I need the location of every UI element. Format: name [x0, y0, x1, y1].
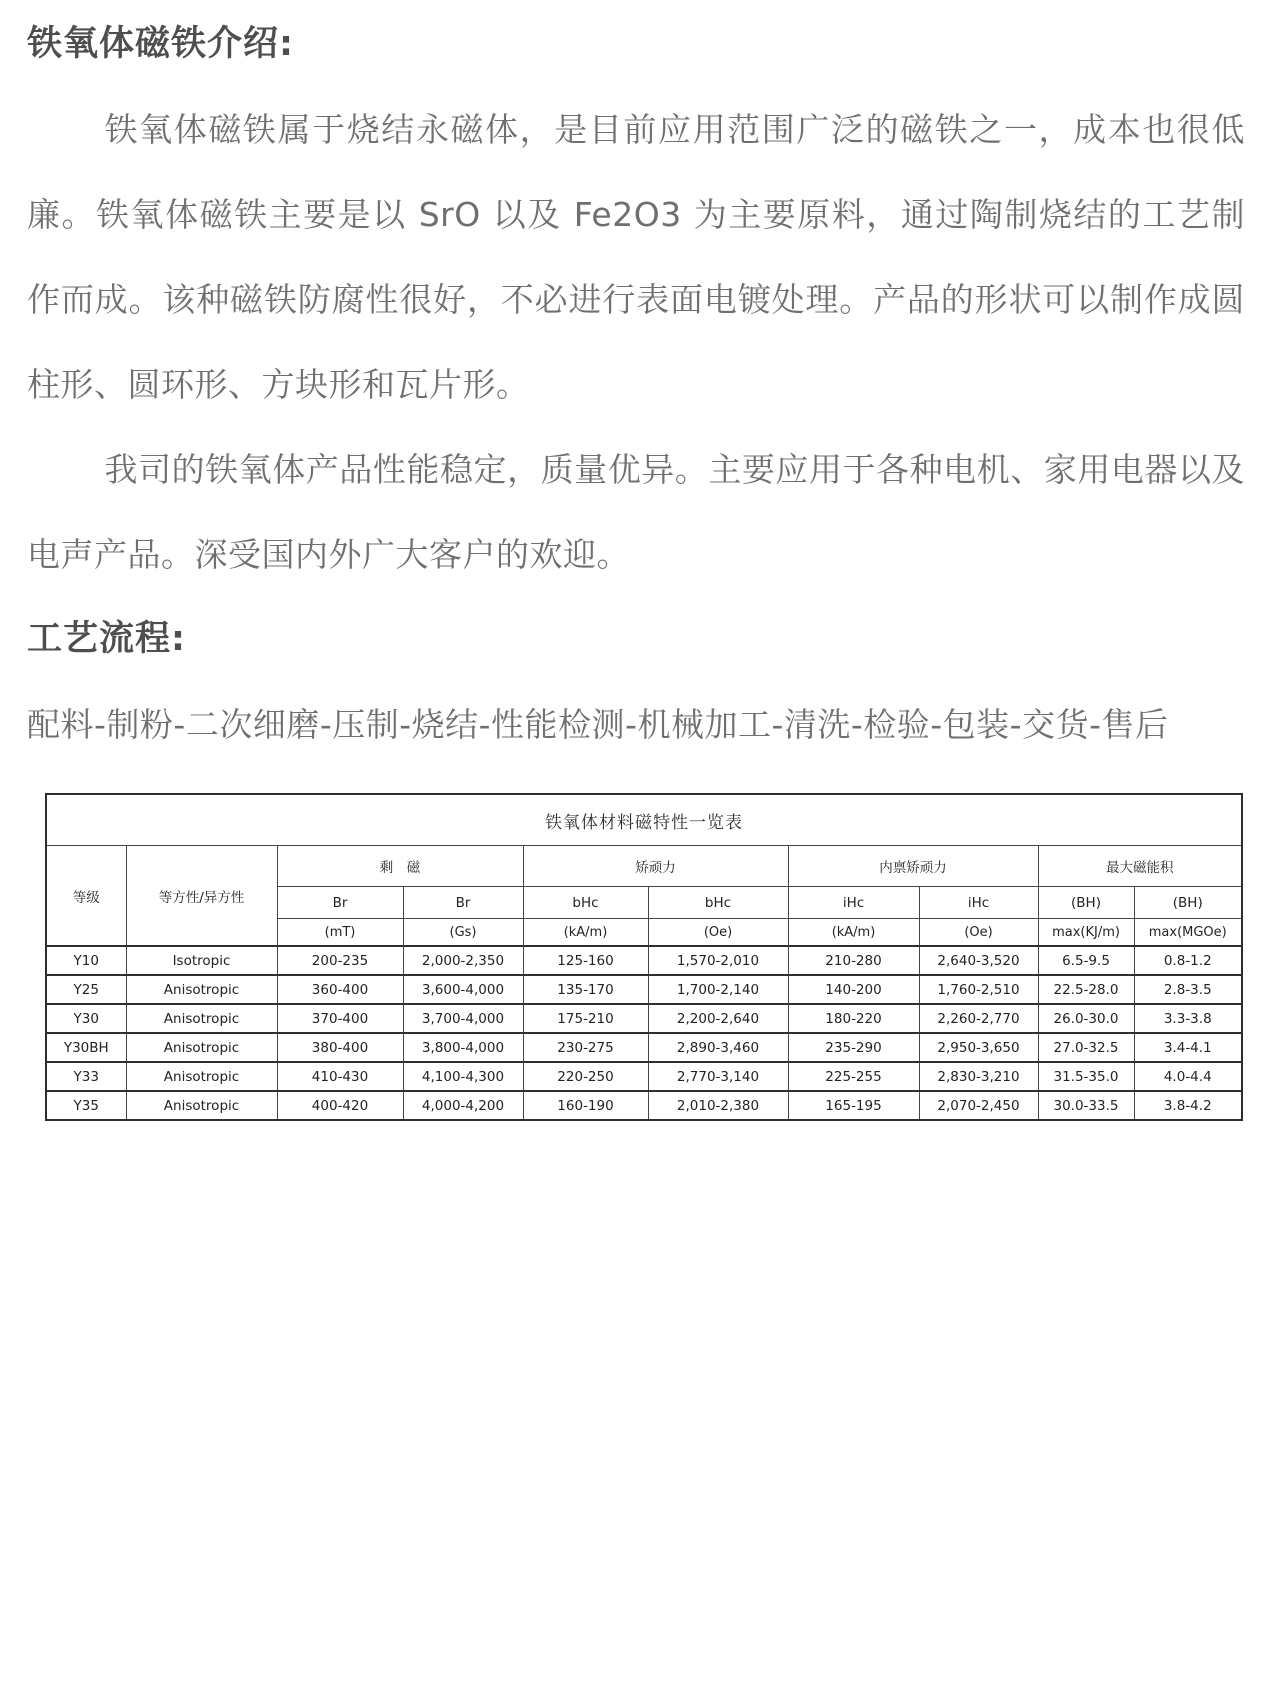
col-group-remanence: 剩 磁	[277, 846, 523, 887]
table-cell: 2,770-3,140	[648, 1062, 788, 1091]
table-cell: 410-430	[277, 1062, 403, 1091]
table-cell: 165-195	[788, 1091, 919, 1120]
col-header-grade: 等级	[46, 846, 126, 947]
table-cell: 2,890-3,460	[648, 1033, 788, 1062]
sub-header: iHc	[788, 887, 919, 919]
table-cell: 2,640-3,520	[919, 946, 1038, 975]
table-cell: 200-235	[277, 946, 403, 975]
table-cell: 3,800-4,000	[403, 1033, 523, 1062]
table-cell: 380-400	[277, 1033, 403, 1062]
unit-header: (kA/m)	[523, 919, 648, 947]
table-cell: 2,010-2,380	[648, 1091, 788, 1120]
table-cell: 2.8-3.5	[1134, 975, 1242, 1004]
table-cell: Y33	[46, 1062, 126, 1091]
table-cell: 1,570-2,010	[648, 946, 788, 975]
table-cell: 2,200-2,640	[648, 1004, 788, 1033]
table-cell: Anisotropic	[126, 1004, 277, 1033]
table-cell: 225-255	[788, 1062, 919, 1091]
table-row	[46, 1033, 1242, 1062]
table-cell: 26.0-30.0	[1038, 1004, 1134, 1033]
table-cell: 0.8-1.2	[1134, 946, 1242, 975]
sub-header: Br	[403, 887, 523, 919]
document-body	[0, 0, 1287, 767]
table-cell: 360-400	[277, 975, 403, 1004]
unit-header: max(KJ/m)	[1038, 919, 1134, 947]
unit-header: (Oe)	[919, 919, 1038, 947]
unit-header: (kA/m)	[788, 919, 919, 947]
table-cell: 210-280	[788, 946, 919, 975]
table-cell: Anisotropic	[126, 975, 277, 1004]
table-cell: Y30BH	[46, 1033, 126, 1062]
table-cell: 2,830-3,210	[919, 1062, 1038, 1091]
table-title-row	[46, 794, 1242, 846]
table-row	[46, 946, 1242, 975]
table-cell: 1,760-2,510	[919, 975, 1038, 1004]
table-cell: 1,700-2,140	[648, 975, 788, 1004]
table-cell: 125-160	[523, 946, 648, 975]
table-cell: 6.5-9.5	[1038, 946, 1134, 975]
table-cell: 27.0-32.5	[1038, 1033, 1134, 1062]
table-cell: 4,100-4,300	[403, 1062, 523, 1091]
table-cell: 22.5-28.0	[1038, 975, 1134, 1004]
ferrite-spec-table	[45, 793, 1243, 1121]
table-cell: 400-420	[277, 1091, 403, 1120]
company-paragraph: 我司的铁氧体产品性能稳定，质量优异。主要应用于各种电机、家用电器以及电声产品。深受国内外广大客户的欢迎。	[27, 450, 1245, 574]
table-row	[46, 1004, 1242, 1033]
table-cell: 3.4-4.1	[1134, 1033, 1242, 1062]
intro-paragraph: 铁氧体磁铁属于烧结永磁体，是目前应用范围广泛的磁铁之一，成本也很低廉。铁氧体磁铁主要是以 SrO 以及 Fe2O3 为主要原料，通过陶制烧结的工艺制作而成。该种磁铁防腐性很好，不必进行表面电镀处理。产品的形状可以制作成圆柱形、圆环形、方块形和瓦片形。	[27, 110, 1245, 404]
table-cell: 4.0-4.4	[1134, 1062, 1242, 1091]
table-cell: Anisotropic	[126, 1062, 277, 1091]
table-group-header-row	[46, 846, 1242, 887]
table-cell: Y35	[46, 1091, 126, 1120]
table-cell: 2,950-3,650	[919, 1033, 1038, 1062]
table-cell: 2,260-2,770	[919, 1004, 1038, 1033]
table-cell: Anisotropic	[126, 1033, 277, 1062]
process-heading: 工艺流程:	[27, 619, 186, 659]
table-cell: 220-250	[523, 1062, 648, 1091]
process-paragraph: 配料-制粉-二次细磨-压制-烧结-性能检测-机械加工-清洗-检验-包装-交货-售后	[27, 705, 1169, 744]
sub-header: Br	[277, 887, 403, 919]
table-cell: Y25	[46, 975, 126, 1004]
table-cell: 140-200	[788, 975, 919, 1004]
table-cell: Y30	[46, 1004, 126, 1033]
table-cell: 3,700-4,000	[403, 1004, 523, 1033]
table-cell: 135-170	[523, 975, 648, 1004]
col-group-intrinsic-coercivity: 内禀矫顽力	[788, 846, 1038, 887]
unit-header: max(MGOe)	[1134, 919, 1242, 947]
col-group-coercivity: 矫顽力	[523, 846, 788, 887]
table-row	[46, 1091, 1242, 1120]
table-row	[46, 975, 1242, 1004]
sub-header: iHc	[919, 887, 1038, 919]
table-cell: 235-290	[788, 1033, 919, 1062]
unit-header: (mT)	[277, 919, 403, 947]
table-cell: 370-400	[277, 1004, 403, 1033]
table-title: 铁氧体材料磁特性一览表	[46, 794, 1242, 846]
intro-heading: 铁氧体磁铁介绍:	[27, 24, 294, 64]
unit-header: (Gs)	[403, 919, 523, 947]
table-cell: 175-210	[523, 1004, 648, 1033]
table-cell: 2,070-2,450	[919, 1091, 1038, 1120]
col-header-isotropy: 等方性/异方性	[126, 846, 277, 947]
spec-table-wrapper	[45, 793, 1287, 1121]
sub-header: (BH)	[1134, 887, 1242, 919]
table-cell: 180-220	[788, 1004, 919, 1033]
table-cell: Y10	[46, 946, 126, 975]
table-row	[46, 1062, 1242, 1091]
table-cell: 3,600-4,000	[403, 975, 523, 1004]
table-cell: 30.0-33.5	[1038, 1091, 1134, 1120]
table-cell: 230-275	[523, 1033, 648, 1062]
sub-header: (BH)	[1038, 887, 1134, 919]
table-cell: 2,000-2,350	[403, 946, 523, 975]
table-cell: 4,000-4,200	[403, 1091, 523, 1120]
sub-header: bHc	[648, 887, 788, 919]
table-cell: 3.8-4.2	[1134, 1091, 1242, 1120]
table-cell: 31.5-35.0	[1038, 1062, 1134, 1091]
table-cell: 3.3-3.8	[1134, 1004, 1242, 1033]
table-cell: Anisotropic	[126, 1091, 277, 1120]
unit-header: (Oe)	[648, 919, 788, 947]
table-cell: Isotropic	[126, 946, 277, 975]
sub-header: bHc	[523, 887, 648, 919]
table-cell: 160-190	[523, 1091, 648, 1120]
col-group-max-energy-product: 最大磁能积	[1038, 846, 1242, 887]
